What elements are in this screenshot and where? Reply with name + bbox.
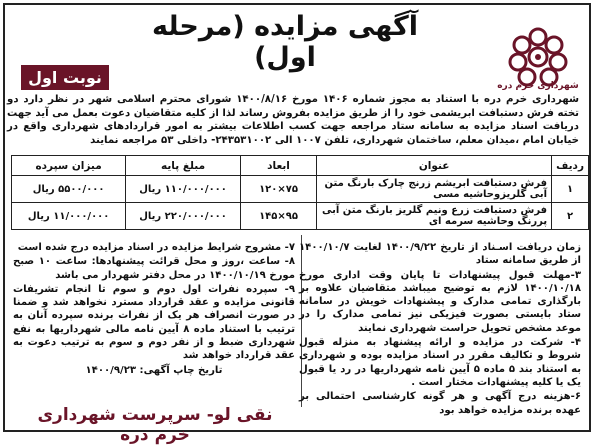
logo-caption: شهرداری خرم دره xyxy=(497,81,579,91)
terms-left-column xyxy=(13,241,295,378)
term-item: ۸- ساعت ،روز و محل قرائت پیشنهادها: ساعت ۱۰ صبح مورخ ۱۴۰۰/۱۰/۱۹ در محل دفتر شهردار می باشد xyxy=(13,256,295,281)
term-item: ۳-مهلت قبول پیشنهادات تا پایان وقت اداری مورخ ۱۴۰۰/۱۰/۱۸ لازم به توضیح میباشد متقاضیان علاوه بر بارگذاری تمامی مدارک و پیشنهادات خویش در سامانه ستاد بایستی بصورت فیزیکی نیز تمامی مدارک را در موعد مشخص تحویل حراست شهرداری نمایند xyxy=(299,269,581,334)
table-row xyxy=(12,203,589,230)
advertiser-signature: نقی لو- سرپرست شهرداری خرم دره xyxy=(37,405,273,445)
cell-dimensions: ۹۵×۱۴۵ xyxy=(240,203,316,230)
terms-right-column xyxy=(299,241,581,418)
auction-items-table xyxy=(11,155,589,230)
page-title: آگهی مزایده (مرحله اول) xyxy=(151,11,419,73)
cell-row-number: ۲ xyxy=(552,203,589,230)
table-header-row xyxy=(12,156,589,176)
cell-dimensions: ۷۵×۱۲۰ xyxy=(240,176,316,203)
cell-row-number: ۱ xyxy=(552,176,589,203)
intro-paragraph: شهرداری خرم دره با استناد به مجوز شماره ۱۴۰۶ مورخ ۱۴۰۰/۸/۱۶ شورای محترم اسلامی شهر در نظر دارد دو تخته فرش دستبافت ابریشمی خود را از طریق مزایده بفروش رساند لذا از کلیه متقاضیان دعوت بعمل می آید جهت دریافت اسناد مزایده به سامانه ستاد مراجعه جهت کسب اطلاعات بیشتر به امور قراردادهای شهرداری واقع در خیابان امام ،میدان معلم، ساختمان شهرداری، تلفن ۱۰۰۷ الی ۲۴۳۵۳۱۰۰۲- داخلی ۵۳ مراجعه نمایند xyxy=(7,94,579,146)
term-item: ۴- شرکت در مزایده و ارائه پیشنهاد به منزله قبول شروط و تکالیف مقرر در اسناد مزایده بوده و شهرداری به استناد بند ۵ ماده ۵ آیین نامه شهرداریها در رد یا قبول یک یا کلیه پیشنهادات مختار است . xyxy=(299,337,581,388)
header-title: عنوان xyxy=(317,156,552,176)
header-deposit: میزان سپرده xyxy=(12,156,126,176)
cell-title: فرش دستبافت زرع ونیم گلریز بارنگ متن آبی پررنگ وحاشیه سرمه ای xyxy=(317,203,552,230)
cell-title: فرش دستبافت ابریشم زرنج چارک بارنگ متن آبی گلریزوحاشیه مسی xyxy=(317,176,552,203)
publish-date: تاریخ چاپ آگهی: ۱۴۰۰/۹/۲۳ xyxy=(85,364,223,376)
header-dimensions: ابعاد xyxy=(240,156,316,176)
term-item: ۹- سپرده نفرات اول دوم و سوم تا انجام تشریفات قانونی مزایده و عقد قرارداد مسترد نخواهد شد و ضمنا در صورت انصراف هر یک از نفرات برنده سپرده آنان به ترتیب با استناد ماده ۸ آیین نامه مالی شهرداریها به نفع شهرداری ضبط و از نفر دوم و سوم به ترتیب دعوت به عقد قرارداد خواهد شد xyxy=(13,283,295,362)
cell-deposit: ۵۵۰۰/۰۰۰ ریال xyxy=(12,176,126,203)
cell-deposit: ۱۱/۰۰۰/۰۰۰ ریال xyxy=(12,203,126,230)
term-item: ۶-هزینه درج آگهی و هر گونه کارشناسی احتمالی بر عهده برنده مزایده خواهد بود xyxy=(299,391,581,416)
term-item: ۷- مشروح شرایط مزایده در اسناد مزایده درج شده است xyxy=(17,242,295,253)
term-item: زمان دریافت اسـناد از تاریخ ۱۴۰۰/۹/۲۲ لغایت ۱۴۰۰/۱۰/۷ از طریق سامانه ستاد xyxy=(299,242,582,267)
table-row xyxy=(12,176,589,203)
cell-base-price: ۱۱۰/۰۰۰/۰۰۰ ریال xyxy=(126,176,241,203)
announcement-frame xyxy=(3,3,591,445)
stage-badge: نوبت اول xyxy=(21,65,109,90)
header-row-number: ردیف xyxy=(552,156,589,176)
cell-base-price: ۲۲۰/۰۰۰/۰۰۰ ریال xyxy=(126,203,241,230)
header-base-price: مبلغ پایه xyxy=(126,156,241,176)
